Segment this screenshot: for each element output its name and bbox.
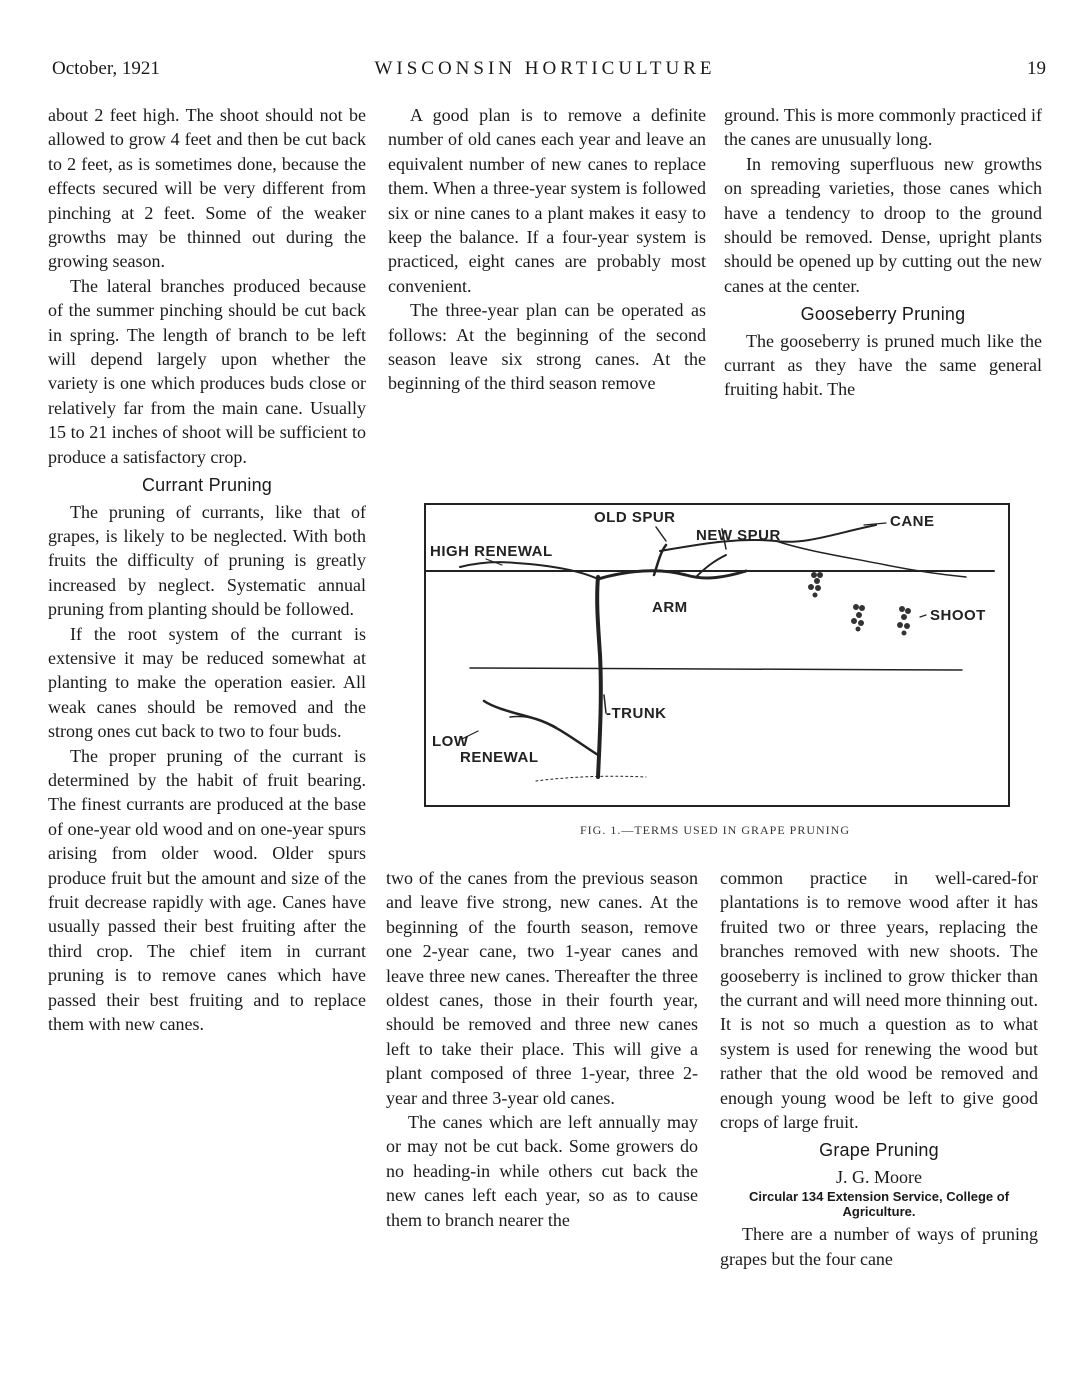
paragraph: ground. This is more commonly practiced if the canes are unusually long. <box>724 105 1042 150</box>
paragraph: The pruning of currants, like that of grapes, is likely to be neglected. With both fruits the difficulty of pruning is greatly increased by neglect. Systematic annual pruning from planting should be followed. <box>48 501 366 620</box>
column-left <box>48 103 366 1036</box>
paragraph: In removing superfluous new growths on spreading varieties, those canes which have a tendency to droop to the ground should be removed. Dense, upright plants should be opened up by cutting out the new canes at the center. <box>724 153 1042 296</box>
paragraph: There are a number of ways of pruning grapes but the four cane <box>720 1224 1038 1269</box>
paragraph: about 2 feet high. The shoot should not be allowed to grow 4 feet and then be cut back to 2 feet, as is sometimes done, because the effects secured will be very different from pinching at 2 feet. Some of the weaker growths may be thinned out during the growing season. <box>48 105 366 272</box>
label-shoot: SHOOT <box>930 607 986 624</box>
section-heading-grape-pruning: Grape Pruning <box>819 1140 939 1161</box>
paragraph: The proper pruning of the currant is determined by the habit of fruit bearing. The finest currants are produced at the base of one-year old wood and on one-year spurs arising from older wood. Older spurs produce fruit but the amount and size of the fruit decrease rapidly with age. Canes have usually passed their best fruiting after the third crop. The chief item in currant pruning is to remove canes which have passed their best fruiting and to replace them with new canes. <box>48 745 366 1035</box>
paragraph: A good plan is to remove a definite number of old canes each year and leave an equivalent number of new canes to replace them. When a three-year system is followed six or nine canes to a plant makes it easy to keep the balance. If a four-year system is practiced, eight canes are probably most convenient. <box>388 105 706 296</box>
issue-date: October, 1921 <box>52 58 160 79</box>
label-old-spur: OLD SPUR <box>594 509 676 526</box>
paragraph: common practice in well-cared-for plantations is to remove wood after it has fruited two or three years, replacing the branches removed with new shoots. The gooseberry is inclined to grow thicker than the currant and will need more thinning out. It is not so much a question as to what system is used for renewing the wood but rather that the old wood be removed and enough young wood be left to give good crops of large fruit. <box>720 868 1038 1133</box>
author-byline: J. G. Moore <box>836 1166 922 1187</box>
paragraph: The three-year plan can be operated as follows: At the beginning of the second season leave six strong canes. At the beginning of the third season remove <box>388 300 706 394</box>
paragraph: The gooseberry is pruned much like the currant as they have the same general fruiting habit. The <box>724 330 1042 400</box>
column-middle-top <box>388 103 706 396</box>
label-new-spur: NEW SPUR <box>696 527 781 544</box>
column-right-bottom <box>720 866 1038 1271</box>
column-middle-bottom <box>386 866 698 1232</box>
paragraph: The canes which are left annually may or may not be cut back. Some growers do no heading-in while others cut back the new canes left each year, so as to cause them to branch nearer the <box>386 1112 698 1230</box>
label-cane: CANE <box>890 513 935 530</box>
label-high-renewal: HIGH RENEWAL <box>430 543 553 560</box>
source-citation: Circular 134 Extension Service, College of Agriculture. <box>748 1189 1010 1220</box>
page-header <box>0 58 1090 88</box>
label-low: LOW <box>432 733 469 750</box>
figure-caption: FIG. 1.—TERMS USED IN GRAPE PRUNING <box>579 823 851 837</box>
paragraph: The lateral branches produced because of the summer pinching should be cut back in spring. The length of branch to be left will depend largely upon whether the variety is one which produces buds close or relatively far from the main cane. Usually 15 to 21 inches of shoot will be sufficient to produce a satisfactory crop. <box>48 275 366 467</box>
publication-title: WISCONSIN HORTICULTURE <box>374 58 716 79</box>
grape-pruning-figure <box>424 503 1010 807</box>
section-heading-currant-pruning: Currant Pruning <box>141 475 273 496</box>
paragraph: If the root system of the currant is extensive it may be reduced somewhat at planting to make the operation easier. All weak canes should be removed and the strong ones cut back to two to four buds. <box>48 623 366 742</box>
label-arm: ARM <box>652 599 688 616</box>
label-trunk: -TRUNK <box>606 705 667 722</box>
label-renewal: RENEWAL <box>460 749 539 766</box>
paragraph: two of the canes from the previous season and leave five strong, new canes. At the beginning of the fourth season, remove one 2-year cane, two 1-year canes and leave three new canes. Thereafter the three oldest canes, those in their fourth year, should be removed and three new canes left to take their place. This will give a plant composed of three 1-year, three 2-year and three 3-year old canes. <box>386 868 698 1108</box>
section-heading-gooseberry-pruning: Gooseberry Pruning <box>800 304 966 325</box>
page-number: 19 <box>1027 58 1046 79</box>
column-right-top <box>724 103 1042 402</box>
